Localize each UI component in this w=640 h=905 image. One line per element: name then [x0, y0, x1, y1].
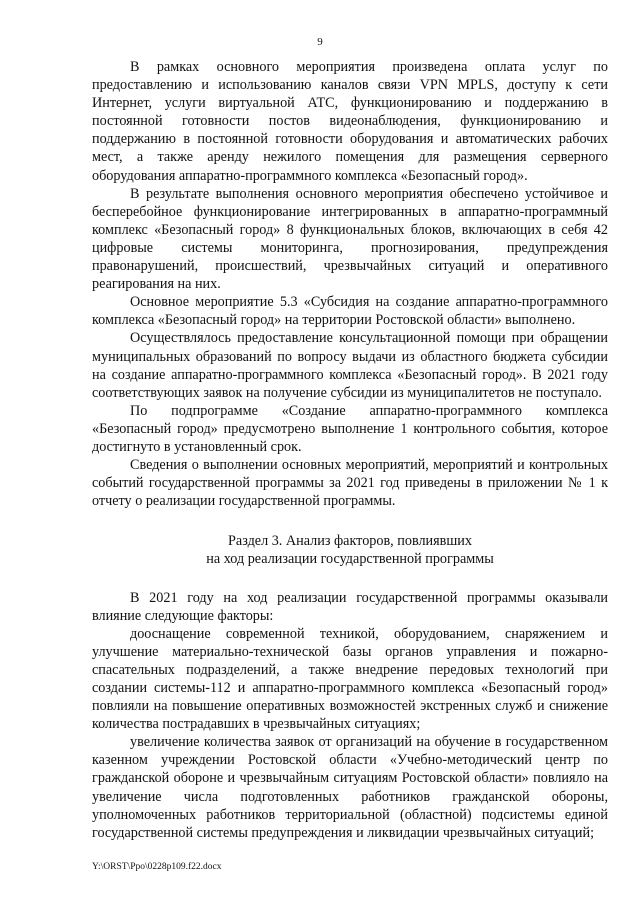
paragraph: дооснащение современной техникой, оборудованием, снаряжением и улучшение материально-технической базы органов управления и пожарно-спасательных подразделений, а также внедрение передовых технологий при создании системы-112 и аппаратно-программного комплекса «Безопасный город» повлияли на повышение оперативных возможностей экстренных служб и снижение количества пострадавших в чрезвычайных ситуациях; — [92, 625, 608, 733]
section-title-line: на ход реализации государственной программы — [206, 551, 494, 568]
paragraph: Сведения о выполнении основных мероприятий, мероприятий и контрольных событий государственной программы за 2021 год приведены в приложении № 1 к отчету о реализации государственной программы. — [92, 457, 608, 510]
section-title-line: Раздел 3. Анализ факторов, повлиявших — [228, 533, 472, 550]
paragraph: увеличение количества заявок от организаций на обучение в государственном казенном учреждении Ростовской области «Учебно-методический центр по гражданской обороне и чрезвычайным ситуациям Ростовской области» повлияло на увеличение числа подготовленных работников гражданской обороны, уполномоченных работников территориальной (областной) подсистемы единой государственной системы предупреждения и ликвидации чрезвычайных ситуаций; — [92, 734, 608, 841]
paragraph: Основное мероприятие 5.3 «Субсидия на создание аппаратно-программного комплекса «Безопасный город» на территории Ростовской области» выполнено. — [92, 294, 608, 329]
section-heading — [92, 532, 608, 568]
paragraph: В рамках основного мероприятия произведена оплата услуг по предоставлению и использованию каналов связи VPN MPLS, доступу к сети Интернет, услуги виртуальной АТС, функционированию и поддержанию в постоянной готовности постов видеонаблюдения, функционированию и поддержанию в постоянной готовности оборудования и автоматических рабочих мест, а также аренду нежилого помещения для размещения серверного оборудования аппаратно-программного комплекса «Безопасный город». — [92, 59, 608, 184]
paragraph: В результате выполнения основного мероприятия обеспечено устойчивое и бесперебойное функционирование интегрированных в аппаратно-программный комплекс «Безопасный город» 8 функциональных блоков, включающих в себя 42 цифровые системы мониторинга, прогнозирования, предупреждения правонарушений, происшествий, чрезвычайных ситуаций и оперативного реагирования на них. — [92, 185, 608, 293]
paragraph: По подпрограмме «Создание аппаратно-программного комплекса «Безопасный город» предусмотрено выполнение 1 контрольного события, которое достигнуто в установленный срок. — [92, 402, 608, 455]
footer-file-path: Y:\ORST\Ppo\0228p109.f22.docx — [92, 862, 222, 872]
page-number: 9 — [317, 36, 323, 48]
paragraph: Осуществлялось предоставление консультационной помощи при обращении муниципальных образований по вопросу выдачи из областного бюджета субсидии на создание аппаратно-программного комплекса «Безопасный город». В 2021 году соответствующих заявок на получение субсидии из муниципалитетов не поступало. — [92, 330, 608, 401]
paragraph: В 2021 году на ход реализации государственной программы оказывали влияние следующие факторы: — [92, 589, 608, 624]
document-body — [92, 58, 608, 842]
